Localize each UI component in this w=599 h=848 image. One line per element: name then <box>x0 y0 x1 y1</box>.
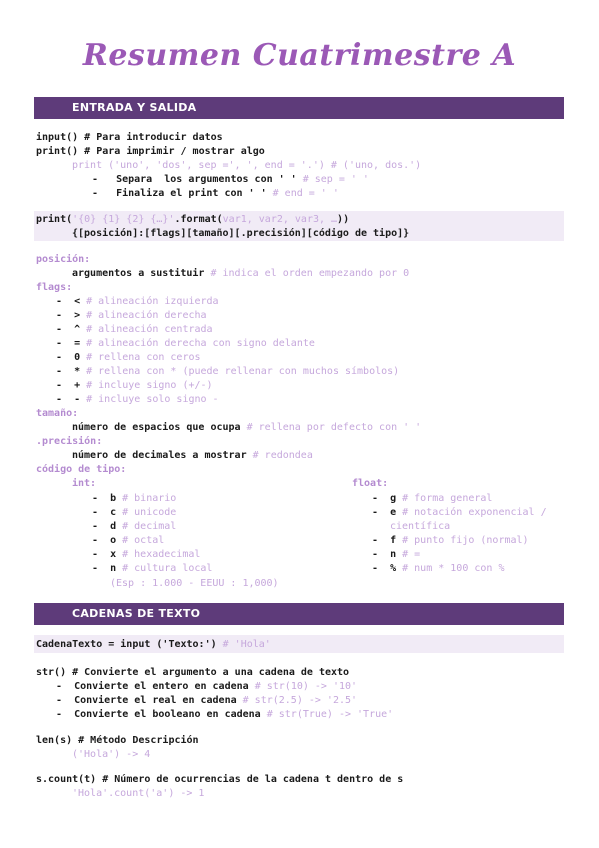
print-line: print() # Para imprimir / mostrar algo <box>36 146 265 157</box>
format-spec: {[posición]:[flags][tamaño][.precisión][código de tipo]} <box>72 228 410 239</box>
print-example: print ('uno', 'dos', sep =', ', end = '.') # ('uno, dos.') <box>72 160 422 171</box>
str-item: - Convierte el booleano en cadena # str(True) -> 'True' <box>56 709 394 720</box>
section-header-entrada <box>34 97 564 119</box>
float-type-item: - e # notación exponencial / <box>372 507 547 518</box>
section-header-cadenas <box>34 603 564 625</box>
str-line: str() # Convierte el argumento a una cadena de texto <box>36 667 350 678</box>
flag-item: - - # incluye solo signo - <box>56 394 219 405</box>
float-type-item: - f # punto fijo (normal) <box>372 535 529 546</box>
float-type-item: - g # forma general <box>372 493 493 504</box>
float-label: float: <box>352 478 389 489</box>
page-title: Resumen Cuatrimestre A <box>82 38 517 73</box>
count-line: s.count(t) # Número de ocurrencias de la cadena t dentro de s <box>36 774 404 785</box>
precision-line: número de decimales a mostrar # redondea <box>72 450 313 461</box>
str-item: - Convierte el entero en cadena # str(10) -> '10' <box>56 681 358 692</box>
section-title: CADENAS DE TEXTO <box>72 607 201 620</box>
count-example: 'Hola'.count('a') -> 1 <box>72 788 205 799</box>
tamano-line: número de espacios que ocupa # rellena por defecto con ' ' <box>72 422 422 433</box>
int-type-item: - b # binario <box>92 493 177 504</box>
flag-item: - * # rellena con * (puede rellenar con muchos símbolos) <box>56 366 400 377</box>
int-label: int: <box>72 478 97 489</box>
str-item: - Convierte el real en cadena # str(2.5) -> '2.5' <box>56 695 358 706</box>
int-type-item: - o # octal <box>92 535 165 546</box>
int-type-item: - n # cultura local <box>92 563 213 574</box>
tamano-label: tamaño: <box>36 408 79 419</box>
section-title: ENTRADA Y SALIDA <box>72 101 197 114</box>
sep-line: - Separa los argumentos con ' ' # sep = ' ' <box>92 174 369 185</box>
flag-item: - + # incluye signo (+/-) <box>56 380 213 391</box>
flag-item: - > # alineación derecha <box>56 310 207 321</box>
len-example: ('Hola') -> 4 <box>72 749 151 760</box>
int-type-item: - c # unicode <box>92 507 177 518</box>
float-type-item: - % # num * 100 con % <box>372 563 505 574</box>
float-type-item: - n # = <box>372 549 421 560</box>
int-type-item: - d # decimal <box>92 521 177 532</box>
flag-item: - 0 # rellena con ceros <box>56 352 201 363</box>
int-note: (Esp : 1.000 - EEUU : 1,000) <box>110 578 279 589</box>
int-type-item: - x # hexadecimal <box>92 549 201 560</box>
input-line: input() # Para introducir datos <box>36 132 223 143</box>
len-line: len(s) # Método Descripción <box>36 735 199 746</box>
codigo-label: código de tipo: <box>36 464 127 475</box>
flag-item: - ^ # alineación centrada <box>56 324 213 335</box>
flags-label: flags: <box>36 282 73 293</box>
float-e-continuation: científica <box>390 521 451 532</box>
posicion-line: argumentos a sustituir # indica el orden empezando por 0 <box>72 268 410 279</box>
assign-line: CadenaTexto = input ('Texto:') # 'Hola' <box>36 639 271 650</box>
flag-item: - = # alineación derecha con signo delante <box>56 338 315 349</box>
end-line: - Finaliza el print con ' ' # end = ' ' <box>92 188 339 199</box>
format-line: print('{0} {1} {2} {…}'.format(var1, var2, var3, …)) <box>36 214 350 225</box>
flag-item: - < # alineación izquierda <box>56 296 219 307</box>
precision-label: .precisión: <box>36 436 103 447</box>
posicion-label: posición: <box>36 254 91 265</box>
